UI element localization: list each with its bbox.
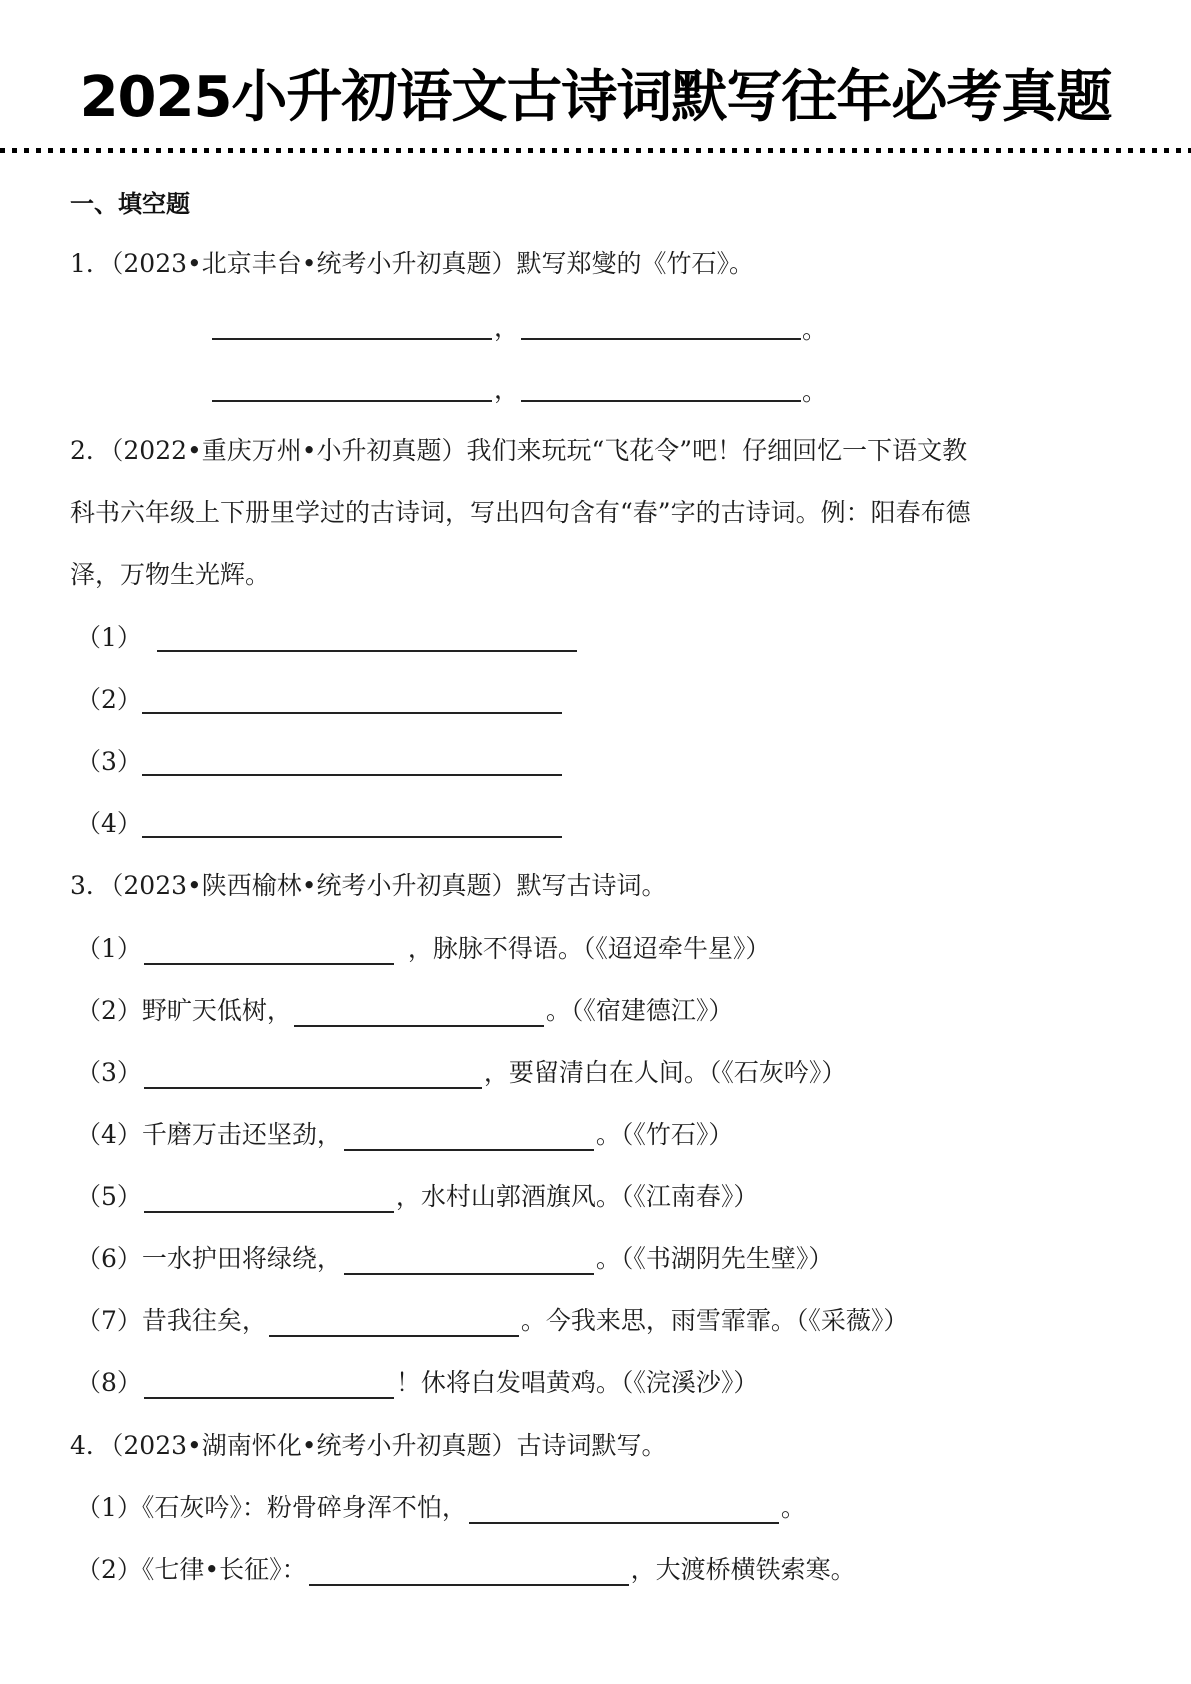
item-text-after: 。今我来思，雨雪霏霏。（《采薇》） (520, 1306, 909, 1335)
item-text-after: 。（《竹石》） (595, 1120, 734, 1149)
answer-blank[interactable] (309, 1556, 629, 1586)
item-text-after: 。（《宿建德江》） (545, 996, 734, 1025)
question-prompt: 默写郑燮的《竹石》。 (516, 249, 755, 278)
question-source: （2023•北京丰台•统考小升初真题） (110, 249, 517, 278)
section-heading: 一、填空题 (70, 190, 190, 218)
question-2-line-3: 泽，万物生光辉。 (70, 560, 271, 589)
item-text-after: ，大渡桥横铁索寒。 (630, 1555, 856, 1584)
answer-blank[interactable] (142, 712, 562, 714)
q2-item-3-label: （3） (76, 747, 142, 776)
q3-item-3 (76, 1057, 846, 1089)
item-text-after: ，水村山郭酒旗风。（《江南春》） (395, 1182, 759, 1211)
item-label: （1） (76, 934, 142, 963)
item-text-before: 《七律•长征》： (141, 1555, 307, 1584)
question-source: （2023•陕西榆林•统考小升初真题） (110, 871, 517, 900)
answer-blank[interactable] (142, 774, 562, 776)
q3-item-7 (76, 1305, 908, 1337)
item-text-after: 。（《书湖阴先生壁》） (595, 1244, 834, 1273)
item-label: （8） (76, 1368, 142, 1397)
item-label: （1） (76, 1493, 142, 1522)
question-prompt: 古诗词默写。 (516, 1431, 667, 1460)
period: 。 (802, 315, 828, 344)
item-label: （7） (76, 1306, 142, 1335)
q3-item-5 (76, 1181, 758, 1213)
answer-blank[interactable] (344, 1121, 594, 1151)
q3-item-4 (76, 1119, 733, 1151)
q2-item-4-label: （4） (76, 809, 142, 838)
question-number: 1． (70, 249, 111, 278)
answer-blank[interactable] (144, 1059, 482, 1089)
answer-blank[interactable] (521, 400, 801, 402)
item-text-before: 《石灰吟》：粉骨碎身浑不怕， (141, 1493, 467, 1522)
question-prompt: 默写古诗词。 (516, 871, 667, 900)
answer-blank[interactable] (521, 338, 801, 340)
q3-item-2 (76, 995, 733, 1027)
item-label: （5） (76, 1182, 142, 1211)
q4-item-2 (76, 1554, 856, 1586)
item-text-after: ，要留清白在人间。（《石灰吟》） (483, 1058, 847, 1087)
item-text-after: ，脉脉不得语。（《迢迢牵牛星》） (407, 934, 771, 963)
item-text-before: 一水护田将绿绕， (141, 1244, 342, 1273)
question-2-line-2: 科书六年级上下册里学过的古诗词，写出四句含有“春”字的古诗词。例：阳春布德 (70, 498, 971, 527)
item-label: （3） (76, 1058, 142, 1087)
question-number: 4． (70, 1431, 111, 1460)
answer-blank[interactable] (144, 935, 394, 965)
answer-blank[interactable] (212, 338, 492, 340)
question-number: 3． (70, 871, 111, 900)
item-text-before: 昔我往矣， (141, 1306, 267, 1335)
dotted-divider (0, 148, 1191, 153)
answer-blank[interactable] (212, 400, 492, 402)
comma: ， (494, 375, 520, 404)
q3-item-6 (76, 1243, 833, 1275)
q3-item-1 (76, 933, 770, 965)
period: 。 (802, 377, 828, 406)
item-label: （2） (76, 1555, 142, 1584)
answer-blank[interactable] (157, 650, 577, 652)
question-source: （2023•湖南怀化•统考小升初真题） (110, 1431, 517, 1460)
answer-blank[interactable] (144, 1369, 394, 1399)
answer-blank[interactable] (142, 836, 562, 838)
comma: ， (494, 313, 520, 342)
answer-blank[interactable] (144, 1183, 394, 1213)
item-label: （4） (76, 1120, 142, 1149)
item-label: （2） (76, 996, 142, 1025)
answer-blank[interactable] (344, 1245, 594, 1275)
item-text-before: 千磨万击还坚劲， (141, 1120, 342, 1149)
q2-item-1-label: （1） (76, 623, 142, 652)
page-title: 2025小升初语文古诗词默写往年必考真题 (79, 65, 1112, 130)
q4-item-1 (76, 1492, 806, 1524)
item-text-after: 。 (780, 1493, 806, 1522)
question-1-heading (70, 248, 754, 280)
answer-blank[interactable] (294, 997, 544, 1027)
q2-item-2-label: （2） (76, 685, 142, 714)
question-4-heading (70, 1430, 667, 1462)
item-text-after: ！休将白发唱黄鸡。（《浣溪沙》） (395, 1368, 759, 1397)
question-2-line-1: 2．（2022•重庆万州•小升初真题）我们来玩玩“飞花令”吧！仔细回忆一下语文教 (70, 436, 968, 465)
answer-blank[interactable] (269, 1307, 519, 1337)
question-3-heading (70, 870, 667, 902)
answer-blank[interactable] (469, 1494, 779, 1524)
q3-item-8 (76, 1367, 758, 1399)
item-label: （6） (76, 1244, 142, 1273)
item-text-before: 野旷天低树， (141, 996, 292, 1025)
question-2-text (70, 420, 1120, 606)
